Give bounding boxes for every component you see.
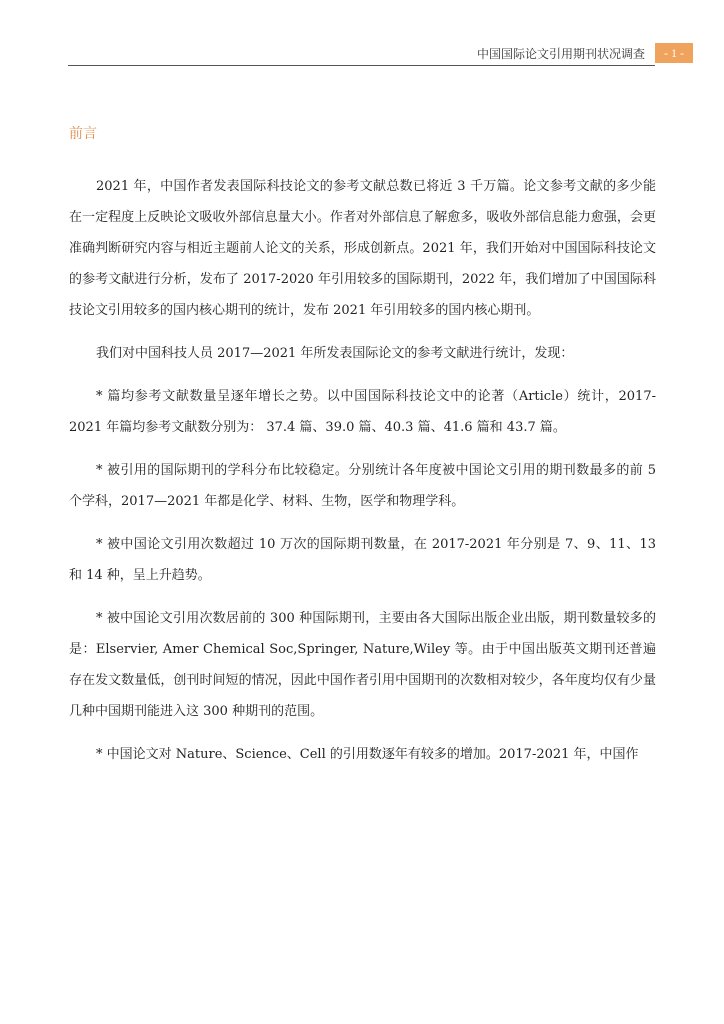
paragraph-intro: 2021 年，中国作者发表国际科技论文的参考文献总数已将近 3 千万篇。论文参考文献的多少能在一定程度上反映论文吸收外部信息量大小。作者对外部信息了解愈多，吸收外部信息能力愈强，会更准确判断研究内容与相近主题前人论文的关系，形成创新点。2021 年，我们开始对中国国际科技论文的参考文献进行分析，发布了 2017-2020 年引用较多的国际期刊，2022 年，我们增加了中国国际科技论文引用较多的国内核心期刊的统计，发布 2021 年引用较多的国内核心期刊。 bbox=[69, 179, 656, 318]
paragraph-finding-100k-citations: * 被中国论文引用次数超过 10 万次的国际期刊数量，在 2017-2021 年分别是 7、9、11、13 和 14 种，呈上升趋势。 bbox=[69, 537, 656, 583]
paragraph-finding-references-growth: * 篇均参考文献数量呈逐年增长之势。以中国国际科技论文中的论著（Article）统计，2017-2021 年篇均参考文献数分别为： 37.4 篇、39.0 篇、40.3 篇、41.6 篇和 43.7 篇。 bbox=[69, 389, 656, 435]
paragraph-finding-nature-science-cell: * 中国论文对 Nature、Science、Cell 的引用数逐年有较多的增加。2017-2021 年，中国作 bbox=[96, 747, 639, 762]
section-title: 前言 bbox=[69, 126, 97, 142]
paragraph-findings-lead: 我们对中国科技人员 2017—2021 年所发表国际论文的参考文献进行统计，发现： bbox=[96, 346, 574, 361]
paragraph-finding-subject-distribution: * 被引用的国际期刊的学科分布比较稳定。分别统计各年度被中国论文引用的期刊数最多的前 5 个学科，2017—2021 年都是化学、材料、生物，医学和物理学科。 bbox=[69, 463, 656, 509]
running-header-title: 中国国际论文引用期刊状况调查 bbox=[476, 47, 645, 61]
header-divider bbox=[68, 65, 655, 66]
page-number-badge: - 1 - bbox=[655, 43, 693, 63]
document-body bbox=[69, 171, 656, 782]
paragraph-finding-top300-journals: * 被中国论文引用次数居前的 300 种国际期刊，主要由各大国际出版企业出版，期刊数量较多的是：Elservier, Amer Chemical Soc,Springer, Nature,Wiley 等。由于中国出版英文期刊还普遍存在发文数量低，创刊时间短的情况，因此中国作者引用中国期刊的次数相对较少，各年度均仅有少量几种中国期刊能进入这 300 种期刊的范围。 bbox=[69, 611, 656, 719]
